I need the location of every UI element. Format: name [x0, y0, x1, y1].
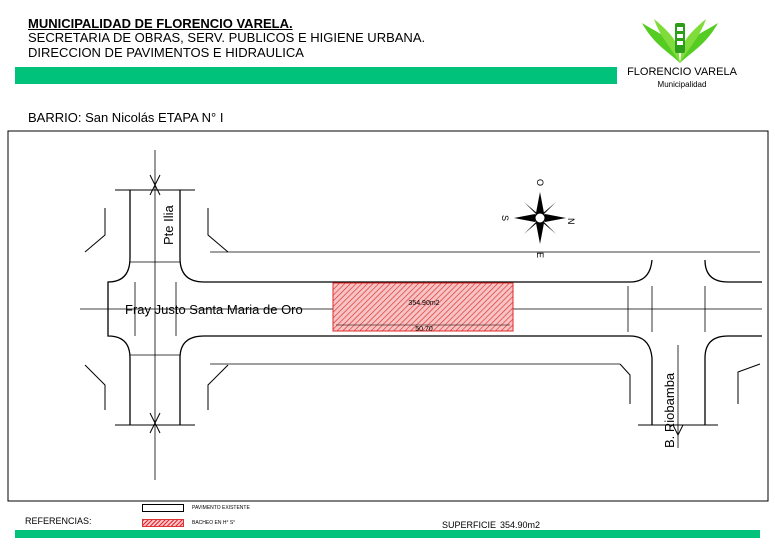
riobamba-label: B. Riobamba — [662, 372, 677, 448]
direction-title: DIRECCION DE PAVIMENTOS E HIDRAULICA — [28, 45, 304, 60]
legend-patch-swatch — [142, 519, 184, 527]
riobamba-street — [620, 286, 760, 448]
patch-length-label: 50.70 — [415, 326, 433, 333]
logo-subtitle: Municipalidad — [657, 80, 707, 89]
municipality-title: MUNICIPALIDAD DE FLORENCIO VARELA. — [28, 16, 293, 31]
compass-west: O — [535, 179, 545, 187]
secretariat-title: SECRETARIA DE OBRAS, SERV. PUBLICOS E HIGIENE URBANA. — [28, 30, 426, 45]
compass-rose-icon — [514, 192, 566, 244]
barrio-label: BARRIO: San Nicolás ETAPA N° I — [28, 110, 224, 125]
compass-south: S — [500, 215, 510, 222]
pte-ilia-label: Pte Ilia — [161, 205, 176, 245]
compass-north: N — [566, 218, 576, 225]
surface-label: SUPERFICIE — [442, 520, 497, 530]
legend-patch-label: BACHEO EN H° S° — [192, 520, 236, 526]
main-street-label: Fray Justo Santa Maria de Oro — [125, 302, 303, 317]
logo-name: FLORENCIO VARELA — [627, 66, 737, 78]
legend-title: REFERENCIAS: — [25, 516, 92, 526]
patch-area-label: 354.90m2 — [408, 300, 440, 307]
surface-value: 354.90m2 — [500, 520, 541, 530]
footer-green-bar — [15, 530, 760, 538]
patch-area — [333, 283, 513, 331]
compass-east: E — [535, 252, 545, 259]
legend-existing-swatch — [142, 504, 184, 512]
surface-summary — [442, 520, 540, 530]
legend-existing-label: PAVIMENTO EXISTENTE — [192, 505, 250, 511]
